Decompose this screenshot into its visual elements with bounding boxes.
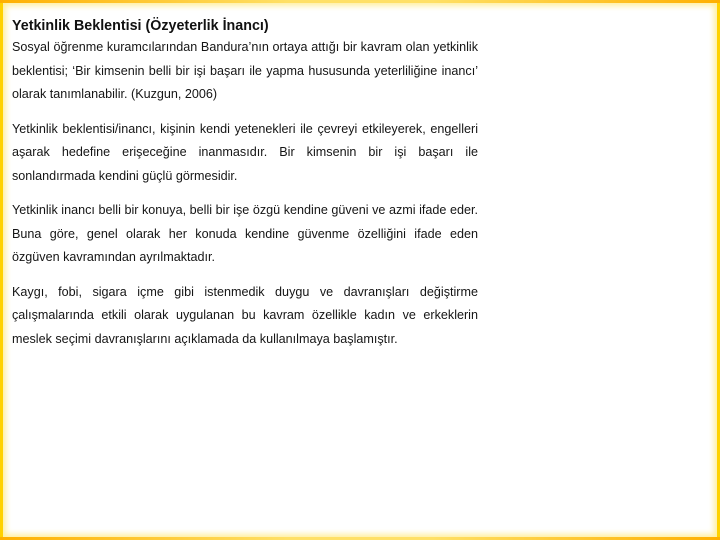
paragraph-self-confidence: Yetkinlik inancı belli bir konuya, belli bir işe özgü kendine güveni ve azmi ifade eder. Buna göre, genel olarak her konuda kendine güvenme özelliğini ifade eden özgüven kavramından ayrılmaktadır. [12, 203, 478, 264]
paragraph-definition: Sosyal öğrenme kuramcılarından Bandura’nın ortaya attığı bir kavram olan yetkinlik beklentisi; ‘Bir kimsenin belli bir işi başarı ile yapma hususunda yeterliliğine inancı’ olarak tanımlanabilir. (Kuzgun, 2006) [12, 40, 478, 101]
document-title: Yetkinlik Beklentisi (Özyeterlik İnancı) [12, 18, 269, 34]
paragraph-applications: Kaygı, fobi, sigara içme gibi istenmedik duygu ve davranışları değiştirme çalışmalarında etkili olarak uygulanan bu kavram özellikle kadın ve erkeklerin meslek seçimi davranışlarını açıklamada da kullanılmaya başlamıştır. [12, 284, 478, 346]
document-body [12, 16, 478, 362]
paragraph-belief: Yetkinlik beklentisi/inancı, kişinin kendi yetenekleri ile çevreyi etkileyerek, engelleri aşarak hedefine erişeceğine inanmasıdır. Bir kimsenin bir işi başarı ile sonlandırmada kendini güçlü görmesidir. [12, 121, 478, 183]
